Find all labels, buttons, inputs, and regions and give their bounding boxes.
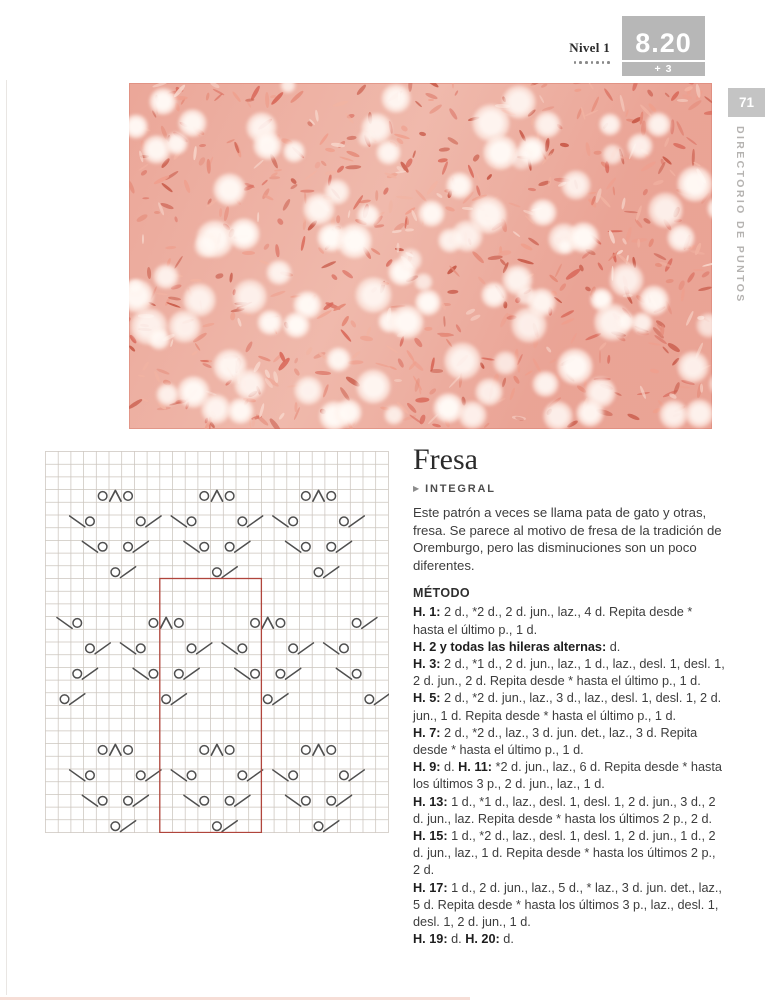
method-row: H. 13: 1 d., *1 d., laz., desl. 1, desl. 1, 2 d. jun., 3 d., 2 d. jun., laz. Repita desde * hasta los últimos 2 p., 2 d. bbox=[413, 794, 716, 826]
level-dots bbox=[540, 61, 610, 64]
method-row: H. 1: 2 d., *2 d., 2 d. jun., laz., 4 d. Repita desde * hasta el último p., 1 d. bbox=[413, 605, 693, 637]
sidebar-directory-label: DIRECTORIO DE PUNTOS bbox=[734, 126, 746, 304]
method-instructions bbox=[413, 604, 726, 948]
method-row: H. 15: 1 d., *2 d., laz., desl. 1, desl. 1, 2 d. jun., 1 d., 2 d. jun., laz., 1 d. Repita desde * hasta los últimos 2 p., 2 d. bbox=[413, 829, 716, 878]
method-row: H. 5: 2 d., *2 d. jun., laz., 3 d., laz., desl. 1, desl. 1, 2 d. jun., 1 d. Repita desde * hasta el último p., 1 d. bbox=[413, 691, 722, 723]
method-row: H. 3: 2 d., *1 d., 2 d. jun., laz., 1 d., laz., desl. 1, desl. 1, 2 d. jun., 2 d. Repita desde * hasta el último p., 1 d. bbox=[413, 656, 725, 689]
pattern-title: Fresa bbox=[413, 443, 478, 476]
category-label: INTEGRAL bbox=[425, 483, 496, 495]
pattern-number-badge: 8.20 bbox=[622, 16, 705, 60]
method-row: H. 9: d. H. 11: *2 d. jun., laz., 6 d. Repita desde * hasta los últimos 3 p., 2 d. jun., laz., 1 d. bbox=[413, 760, 722, 792]
knit-swatch-photo bbox=[129, 83, 712, 429]
page-number-badge: 71 bbox=[728, 88, 765, 117]
method-row: H. 7: 2 d., *2 d., laz., 3 d. jun. det., laz., 3 d. Repita desde * hasta el último p., 1 d. bbox=[413, 725, 698, 757]
category-marker-icon: ▶ bbox=[413, 484, 420, 493]
stitch-chart bbox=[45, 451, 389, 838]
category-row bbox=[413, 483, 726, 495]
stitch-multiple-badge: + 3 bbox=[622, 62, 705, 76]
pattern-description: Este patrón a veces se llama pata de gato y otras, fresa. Se parece al motivo de fresa de la tradición de Oremburgo, pero las disminuciones son un poco diferentes. bbox=[413, 505, 722, 573]
level-label: Nivel 1 bbox=[569, 40, 610, 55]
method-heading: MÉTODO bbox=[413, 586, 471, 601]
method-row: H. 2 y todas las hileras alternas: d. bbox=[413, 639, 621, 654]
scan-edge bbox=[6, 80, 7, 995]
method-row: H. 19: d. H. 20: d. bbox=[413, 932, 514, 947]
method-row: H. 17: 1 d., 2 d. jun., laz., 5 d., * laz., 3 d. jun. det., laz., 5 d. Repita desde * hasta los últimos 3 p., laz., desl. 1, desl. 1, 2 d. jun., 1 d. bbox=[413, 880, 722, 930]
pattern-text-column bbox=[413, 442, 726, 948]
level-indicator bbox=[540, 40, 610, 64]
